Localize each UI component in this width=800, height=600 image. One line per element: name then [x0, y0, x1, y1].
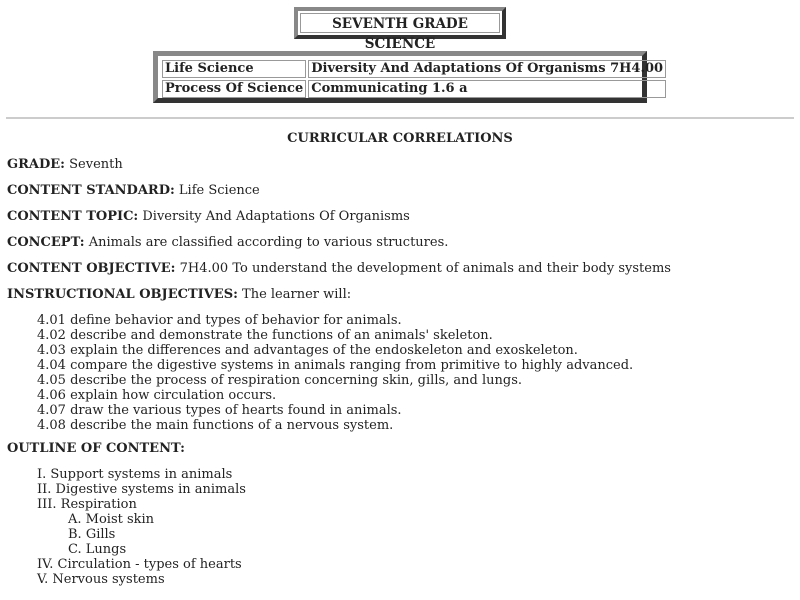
list-item: A. Moist skin	[68, 512, 155, 527]
list-item: V. Nervous systems	[37, 572, 165, 587]
field-label: INSTRUCTIONAL OBJECTIVES:	[7, 287, 238, 302]
field-label: CONCEPT:	[7, 235, 85, 250]
list-item: C. Lungs	[68, 542, 127, 557]
table-row	[162, 60, 666, 78]
list-item: IV. Circulation - types of hearts	[37, 557, 242, 572]
list-item: 4.06 explain how circulation occurs.	[37, 388, 277, 403]
field-value: Diversity And Adaptations Of Organisms	[142, 209, 410, 224]
section-heading: CURRICULAR CORRELATIONS	[287, 131, 513, 146]
list-item: III. Respiration	[37, 497, 137, 512]
field-value: Seventh	[69, 157, 123, 172]
table-row	[162, 80, 666, 98]
field-value: 7H4.00 To understand the development of animals and their body systems	[179, 261, 671, 276]
field-content-topic	[7, 209, 410, 225]
table-cell: Life Science	[162, 60, 306, 78]
list-item: 4.05 describe the process of respiration concerning skin, gills, and lungs.	[37, 373, 523, 388]
course-table	[153, 51, 664, 103]
list-item: 4.03 explain the differences and advantages of the endoskeleton and exoskeleton.	[37, 343, 578, 358]
field-grade	[7, 157, 123, 173]
field-instructional-objectives	[7, 287, 351, 303]
outline-list	[37, 467, 246, 587]
list-item: 4.07 draw the various types of hearts found in animals.	[37, 403, 402, 418]
field-value: The learner will:	[242, 287, 352, 302]
field-content-objective	[7, 261, 671, 277]
list-item: II. Digestive systems in animals	[37, 482, 246, 497]
list-item: 4.08 describe the main functions of a nervous system.	[37, 418, 394, 433]
field-value: Life Science	[178, 183, 260, 198]
title-box	[294, 7, 506, 52]
divider	[6, 117, 794, 119]
list-item: 4.04 compare the digestive systems in animals ranging from primitive to highly advanced.	[37, 358, 634, 373]
field-label: CONTENT OBJECTIVE:	[7, 261, 176, 276]
list-item: 4.02 describe and demonstrate the functions of an animals' skeleton.	[37, 328, 493, 343]
field-value: Animals are classified according to various structures.	[88, 235, 449, 250]
list-item: I. Support systems in animals	[37, 467, 233, 482]
field-concept	[7, 235, 448, 251]
list-item: 4.01 define behavior and types of behavior for animals.	[37, 313, 402, 328]
field-content-standard	[7, 183, 260, 199]
field-label: OUTLINE OF CONTENT:	[7, 441, 185, 456]
table-cell: Communicating 1.6 a	[308, 80, 666, 98]
field-label: CONTENT STANDARD:	[7, 183, 175, 198]
field-label: CONTENT TOPIC:	[7, 209, 139, 224]
table-cell: Diversity And Adaptations Of Organisms 7H4.00	[308, 60, 666, 78]
list-item: B. Gills	[68, 527, 116, 542]
page-title: SEVENTH GRADE SCIENCE	[300, 13, 500, 33]
table-cell: Process Of Science	[162, 80, 306, 98]
field-label: GRADE:	[7, 157, 65, 172]
outline-heading	[7, 441, 185, 457]
objectives-list	[37, 313, 633, 433]
